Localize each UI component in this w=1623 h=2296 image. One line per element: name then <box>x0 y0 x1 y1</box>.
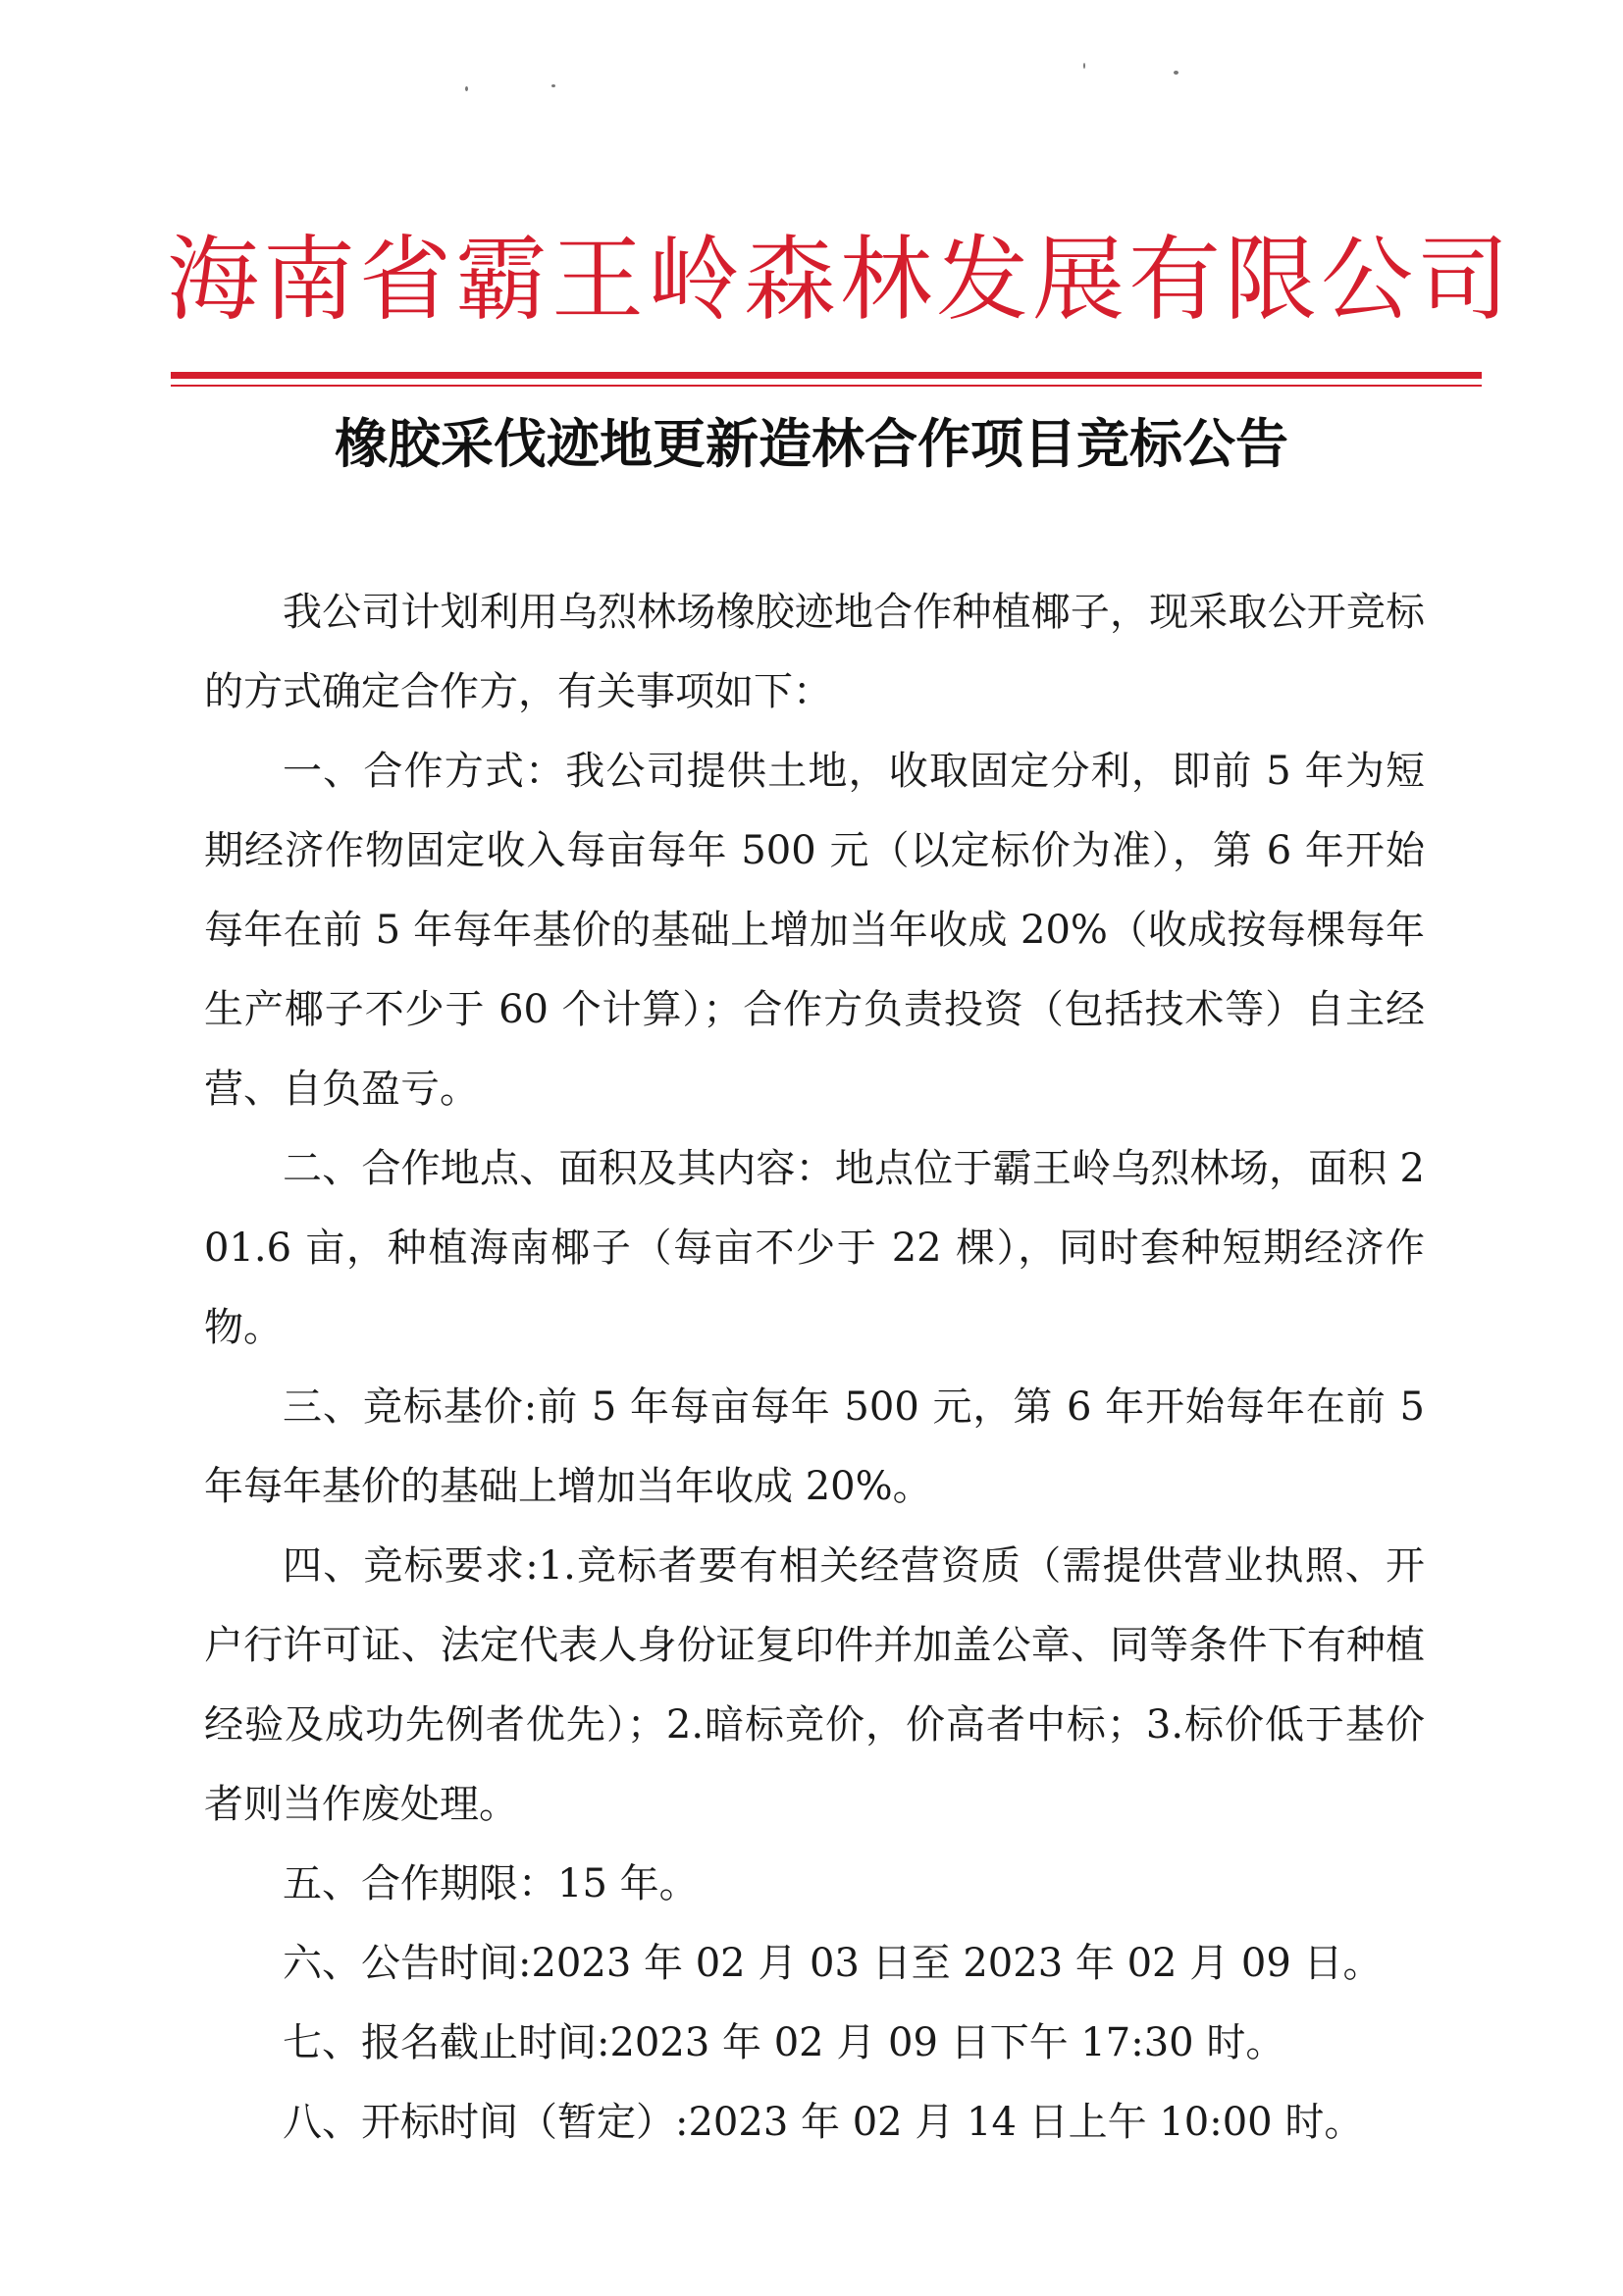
announcement-body <box>204 573 1425 2163</box>
clause-location-area: 二、合作地点、面积及其内容：地点位于霸王岭乌烈林场，面积 201.6 亩，种植海南椰子（每亩不少于 22 棵），同时套种短期经济作物。 <box>204 1146 1425 1350</box>
clause-term: 五、合作期限：15 年。 <box>283 1861 699 1906</box>
clause-registration-deadline: 七、报名截止时间:2023 年 02 月 09 日下午 17:30 时。 <box>283 2020 1285 2065</box>
clause-cooperation-method: 一、合作方式：我公司提供土地，收取固定分利，即前 5 年为短期经济作物固定收入每亩每年 500 元（以定标价为准），第 6 年开始每年在前 5 年每年基价的基础上增加当年收成 20%（收成按每棵每年生产椰子不少于 60 个计算）；合作方负责投资（包括技术等）自主经营、自负盈亏。 <box>204 749 1425 1112</box>
letterhead-rule-thick <box>171 372 1482 379</box>
clause-base-price: 三、竞标基价:前 5 年每亩每年 500 元，第 6 年开始每年在前 5 年每年基价的基础上增加当年收成 20%。 <box>204 1384 1425 1509</box>
clause-bid-opening-time: 八、开标时间（暂定）:2023 年 02 月 14 日上午 10:00 时。 <box>283 2100 1364 2145</box>
letterhead-organization-name: 海南省霸王岭森林发展有限公司 <box>167 227 1514 334</box>
clause-bid-requirements: 四、竞标要求:1.竞标者要有相关经营资质（需提供营业执照、开户行许可证、法定代表人身份证复印件并加盖公章、同等条件下有种植经验及成功先例者优先）；2.暗标竞价，价高者中标；3.标价低于基价者则当作废处理。 <box>204 1543 1425 1827</box>
intro-paragraph: 我公司计划利用乌烈林场橡胶迹地合作种植椰子，现采取公开竞标的方式确定合作方，有关事项如下： <box>204 590 1425 714</box>
announcement-title: 橡胶采伐迹地更新造林合作项目竞标公告 <box>335 413 1288 475</box>
clause-notice-period: 六、公告时间:2023 年 02 月 03 日至 2023 年 02 月 09 日。 <box>283 1941 1383 1986</box>
letterhead-rule-thin <box>171 385 1482 387</box>
